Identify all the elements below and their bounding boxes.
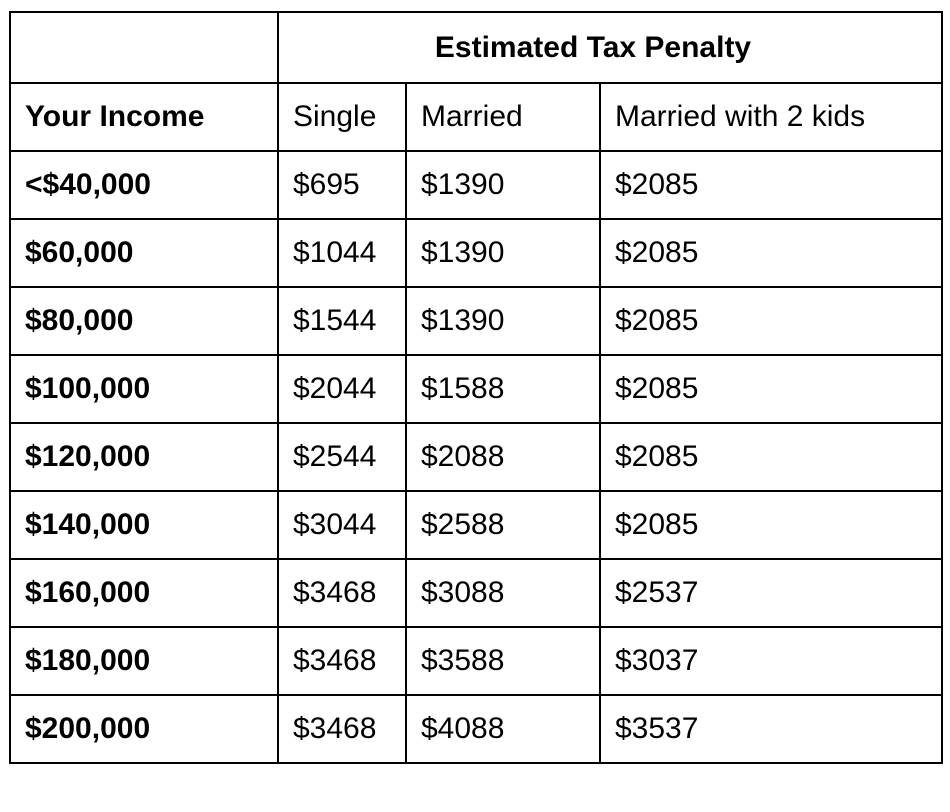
single-cell: $2044 bbox=[278, 355, 406, 423]
income-cell: $120,000 bbox=[10, 423, 278, 491]
table-row bbox=[10, 559, 942, 627]
table-row bbox=[10, 219, 942, 287]
corner-cell bbox=[10, 12, 278, 83]
single-cell: $3468 bbox=[278, 695, 406, 763]
single-cell: $695 bbox=[278, 151, 406, 219]
table-row bbox=[10, 627, 942, 695]
column-header-married: Married bbox=[406, 83, 600, 151]
married-cell: $4088 bbox=[406, 695, 600, 763]
married-with-kids-cell: $2085 bbox=[600, 355, 942, 423]
married-with-kids-cell: $2085 bbox=[600, 491, 942, 559]
single-cell: $1044 bbox=[278, 219, 406, 287]
income-cell: $80,000 bbox=[10, 287, 278, 355]
married-cell: $3088 bbox=[406, 559, 600, 627]
table-row bbox=[10, 151, 942, 219]
married-with-kids-cell: $2537 bbox=[600, 559, 942, 627]
married-cell: $2088 bbox=[406, 423, 600, 491]
income-cell: <$40,000 bbox=[10, 151, 278, 219]
table-row bbox=[10, 287, 942, 355]
single-cell: $1544 bbox=[278, 287, 406, 355]
table-row bbox=[10, 423, 942, 491]
income-cell: $160,000 bbox=[10, 559, 278, 627]
married-with-kids-cell: $3037 bbox=[600, 627, 942, 695]
table-row bbox=[10, 355, 942, 423]
single-cell: $3044 bbox=[278, 491, 406, 559]
single-cell: $3468 bbox=[278, 627, 406, 695]
group-header-estimated-tax-penalty: Estimated Tax Penalty bbox=[278, 12, 942, 83]
header-row-group bbox=[10, 12, 942, 83]
income-cell: $60,000 bbox=[10, 219, 278, 287]
married-cell: $3588 bbox=[406, 627, 600, 695]
column-header-single: Single bbox=[278, 83, 406, 151]
married-cell: $2588 bbox=[406, 491, 600, 559]
table-row bbox=[10, 695, 942, 763]
income-cell: $180,000 bbox=[10, 627, 278, 695]
single-cell: $3468 bbox=[278, 559, 406, 627]
table-row bbox=[10, 491, 942, 559]
married-with-kids-cell: $2085 bbox=[600, 151, 942, 219]
married-with-kids-cell: $3537 bbox=[600, 695, 942, 763]
married-with-kids-cell: $2085 bbox=[600, 219, 942, 287]
income-cell: $100,000 bbox=[10, 355, 278, 423]
married-with-kids-cell: $2085 bbox=[600, 287, 942, 355]
single-cell: $2544 bbox=[278, 423, 406, 491]
married-cell: $1390 bbox=[406, 219, 600, 287]
column-header-married-with-2-kids: Married with 2 kids bbox=[600, 83, 942, 151]
header-row-columns bbox=[10, 83, 942, 151]
married-cell: $1588 bbox=[406, 355, 600, 423]
married-cell: $1390 bbox=[406, 287, 600, 355]
married-cell: $1390 bbox=[406, 151, 600, 219]
tax-penalty-table bbox=[9, 11, 943, 764]
income-cell: $140,000 bbox=[10, 491, 278, 559]
income-cell: $200,000 bbox=[10, 695, 278, 763]
married-with-kids-cell: $2085 bbox=[600, 423, 942, 491]
column-header-your-income: Your Income bbox=[10, 83, 278, 151]
